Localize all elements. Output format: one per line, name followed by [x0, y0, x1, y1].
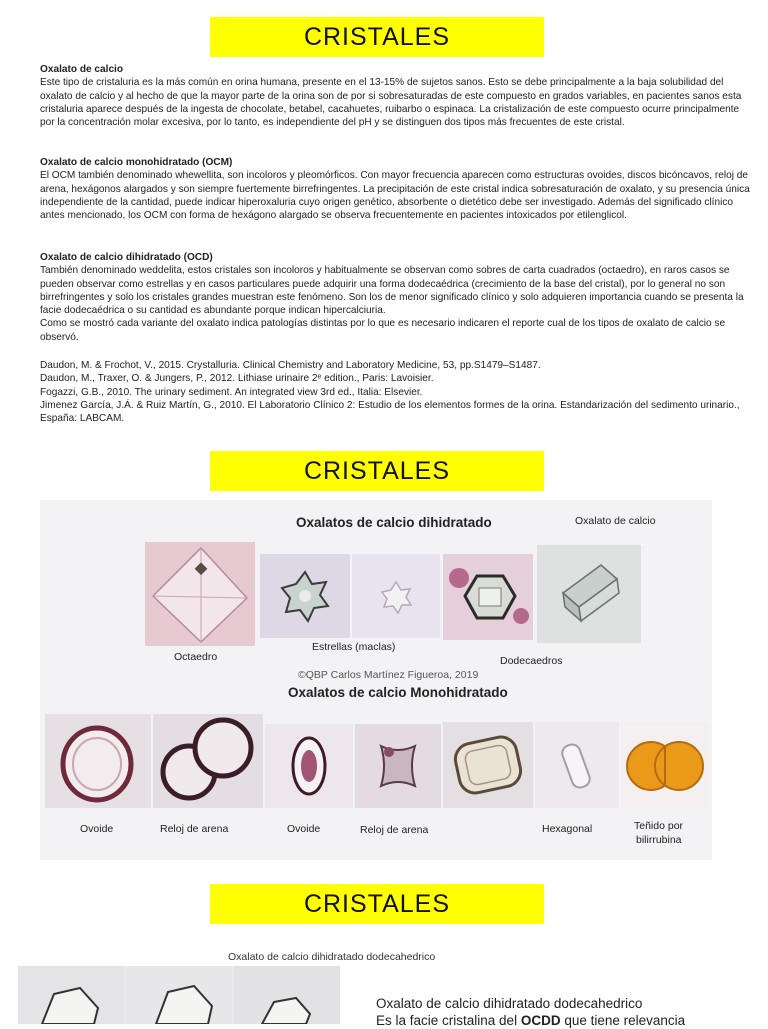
label-octaedro: Octaedro: [174, 651, 218, 663]
photo-hexagonal-2: [535, 722, 619, 808]
photo-reloj-de-arena-2: [355, 724, 441, 808]
ocdd-term: OCDD: [520, 1013, 561, 1028]
figure-copyright: ©QBP Carlos Martínez Figueroa, 2019: [298, 669, 479, 681]
section-heading: Oxalato de calcio: [40, 64, 124, 75]
photo-ovoide-1: [45, 714, 151, 808]
section-heading: Oxalato de calcio monohidratado (OCM): [40, 157, 233, 168]
photo-dodecaedro-2: [537, 545, 641, 643]
bottom-line-2: Es la facie cristalina del OCDD que tiene relevancia: [376, 1013, 686, 1028]
label-reloj-de-arena-2: Reloj de arena: [360, 824, 429, 836]
photo-dodecaedro-1: [443, 554, 533, 640]
photo-reloj-de-arena-1: [153, 714, 263, 808]
label-reloj-de-arena-1: Reloj de arena: [160, 823, 229, 835]
photo-ovoide-2: [265, 724, 353, 808]
banner-cristales-2: [210, 451, 544, 491]
section-oxalato-de-calcio: [40, 63, 752, 129]
label-tenido-2: bilirrubina: [636, 834, 682, 846]
section-note: Como se mostró cada variante del oxalato indica patologías distintas por lo que es necesario indicaren el reporte cual de los tipos de oxalato de calcio se observó.: [40, 318, 726, 343]
section-body: El OCM también denominado whewellita, son incoloros y pleomórficos. Con mayor frecuencia aparecen como estructuras ovoides, discos bicóncavos, reloj de arena, hexágonos alargados y son siempre fuertemente birrefringentes. La precipitación de este cristal indica sobresaturación de oxalato, y su presencia única independiente de la cantidad, puede indicar hiperoxaluria cuyo origen genético, absorbente o dietético debe ser investigado. Además del significado clínico antes mencionado, los OCM con forma de hexágono alargado se observa frecuentemente en pacientes intoxicados por etilenglicol.: [40, 170, 750, 222]
figure-title-monohidratado: Oxalatos de calcio Monohidratado: [288, 685, 508, 700]
label-hexagonal: Hexagonal: [542, 823, 593, 835]
banner-cristales-1: [210, 17, 544, 57]
label-ovoide-1: Ovoide: [80, 823, 114, 835]
reference-item: Daudon, M. & Frochot, V., 2015. Crystalluria. Clinical Chemistry and Laboratory Medicine, 53, pp.S1479–S1487.: [40, 360, 541, 371]
reference-item: Jimenez García, J.Á. & Ruiz Martín, G., 2010. El Laboratorio Clínico 2: Estudio de los elementos formes de la orina. Estandarización del sedimento urinario., España: LABCAM.: [40, 399, 740, 425]
photo-estrella-2: [352, 554, 440, 638]
banner-title: CRISTALES: [303, 456, 451, 485]
banner-title: CRISTALES: [303, 889, 451, 918]
section-heading: Oxalato de calcio dihidratado (OCD): [40, 252, 213, 263]
banner-cristales-3: [210, 884, 544, 924]
photo-tenido-bilirrubina: [621, 722, 709, 808]
label-estrellas: Estrellas (maclas): [312, 641, 396, 653]
references-list: [40, 359, 752, 425]
crystal-figure-panel: [40, 500, 712, 860]
section-body: Este tipo de cristaluria es la más común en orina humana, presente en el 13-15% de sujetos sanos. Esto se debe principalmente a la baja solubilidad del oxalato de calcio y al hecho de que la mayor parte de la orina son de por si sobresaturadas de este compuesto en grados variables, en pacientes sanos esta cristaluria aparece después de la ingesta de chocolate, betabel, cacahuetes, ruibarbo o espinaca. La cristalización de este compuesto ocurre principalmente por la concentración molar excesiva, por lo tanto, es independiente del pH y se distinguen dos tipos más frecuentes de este cristal.: [40, 77, 742, 129]
figure-corner-label: Oxalato de calcio: [575, 515, 656, 527]
bottom-heading: Oxalato de calcio dihidratado dodecahedrico: [376, 996, 643, 1011]
bottom-photo-caption: Oxalato de calcio dihidratado dodecahedrico: [228, 951, 436, 963]
section-body: También denominado weddelita, estos cristales son incoloros y habitualmente se observan como sobres de carta cuadrados (octaedro), en raros casos se pueden observar como estrellas y en casos particulares puede adquirir una forma dodecaédrica (crecimiento de la base del cristal), por lo general no son birrefringentes y solo los cristales grandes muestran este fenómeno. Son los de menor significado clínico y solo adquieren importancia cuando se presenta la facie dodecaédrica o su cantidad es abundante porque indican hipercalciuria.: [40, 265, 744, 317]
dodecahedral-photo-strip: [18, 966, 340, 1024]
reference-item: Fogazzi, G.B., 2010. The urinary sediment. An integrated view 3rd ed., Italia: Elsevier.: [40, 386, 423, 398]
section-ocm: [40, 156, 752, 222]
section-ocd: [40, 251, 752, 344]
photo-hexagonal-1: [443, 722, 533, 808]
label-tenido-1: Teñido por: [634, 820, 684, 832]
photo-estrella-1: [260, 554, 350, 638]
label-dodecaedros: Dodecaedros: [500, 655, 563, 667]
photo-octaedro: [145, 542, 255, 646]
banner-title: CRISTALES: [303, 22, 451, 51]
reference-item: Daudon, M., Traxer, O. & Jungers, P., 2012. Lithiase urinaire 2ᵉ edition., Paris: Lavoisier.: [40, 373, 434, 385]
figure-title-dihidratado: Oxalatos de calcio dihidratado: [296, 515, 492, 530]
label-ovoide-2: Ovoide: [287, 823, 321, 835]
